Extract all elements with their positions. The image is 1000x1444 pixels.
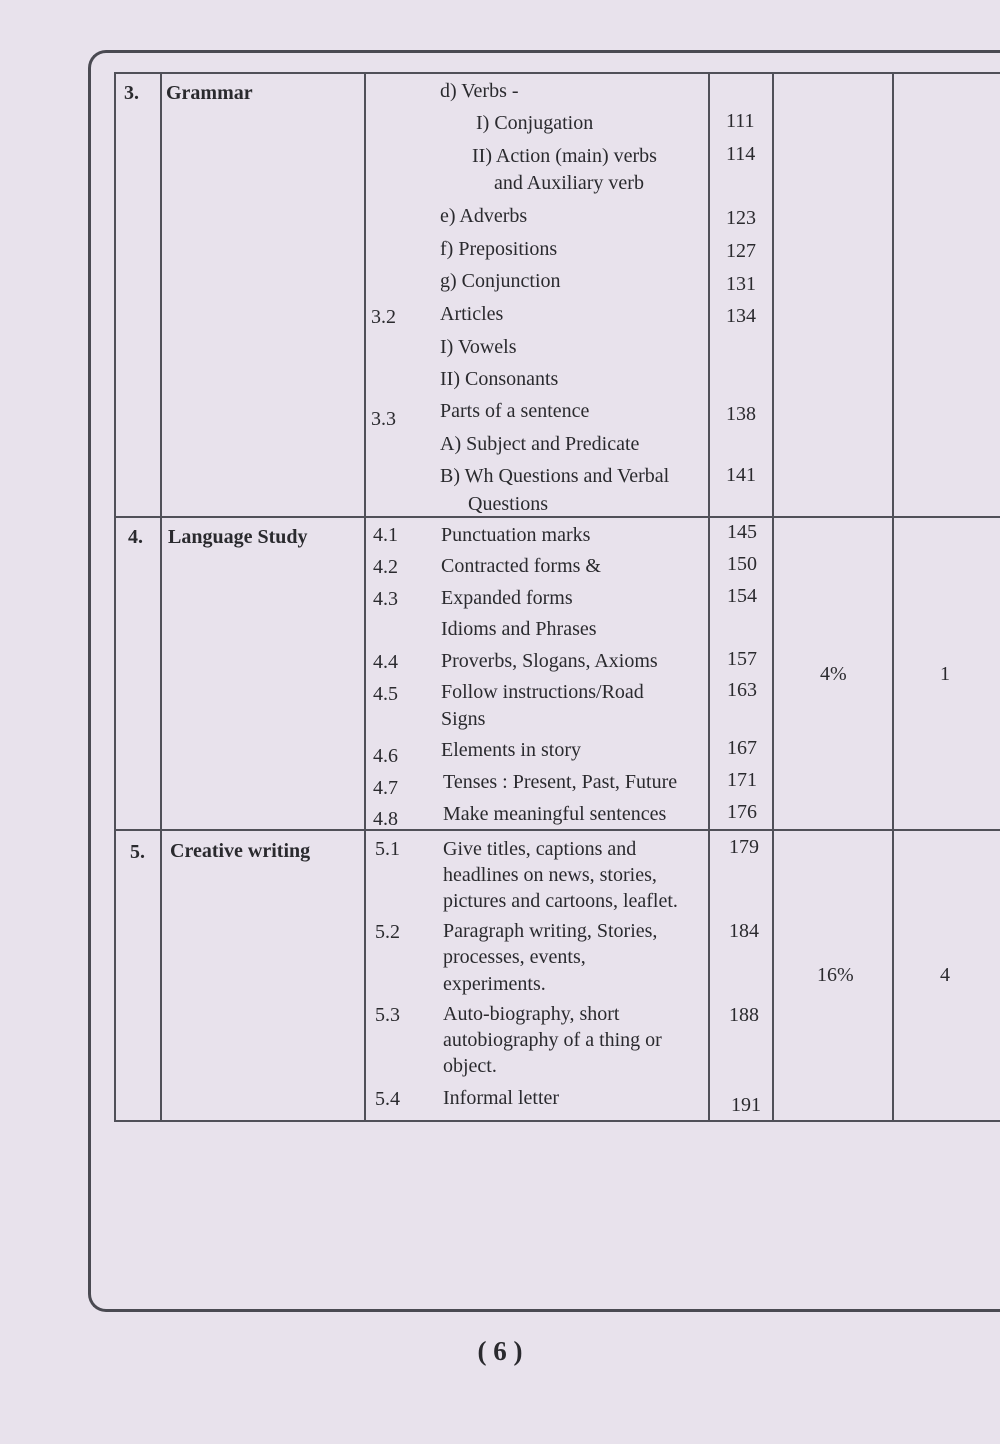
topic-text: d) Verbs - — [440, 80, 519, 102]
page-reference: 138 — [726, 403, 756, 425]
section-code: 4.5 — [373, 683, 398, 705]
weightage-value: 16% — [817, 964, 854, 986]
page-reference: 134 — [726, 305, 756, 327]
topic-text: headlines on news, stories, — [443, 864, 657, 886]
unit-title: Creative writing — [170, 840, 311, 862]
topic-text: Make meaningful sentences — [443, 803, 667, 825]
row-rule — [114, 516, 1000, 518]
page-reference: 127 — [726, 240, 756, 262]
unit-number: 5. — [130, 841, 145, 863]
topic-text: e) Adverbs — [440, 205, 528, 227]
topic-text: B) Wh Questions and Verbal — [440, 465, 670, 487]
section-code: 4.4 — [373, 651, 398, 673]
section-code: 3.3 — [371, 408, 396, 430]
row-rule — [114, 829, 1000, 831]
topic-text: Proverbs, Slogans, Axioms — [441, 650, 658, 672]
topic-text: Questions — [468, 493, 548, 515]
topic-text: Signs — [441, 708, 486, 730]
topic-text: Elements in story — [441, 739, 581, 761]
row-rule — [114, 72, 1000, 74]
topic-text: Articles — [440, 303, 504, 325]
topic-text: Idioms and Phrases — [441, 618, 597, 640]
section-code: 3.2 — [371, 306, 396, 328]
topic-text: I) Vowels — [440, 336, 517, 358]
page-reference: 154 — [727, 585, 757, 607]
section-code: 4.8 — [373, 808, 398, 830]
topic-text: g) Conjunction — [440, 270, 561, 292]
page-reference: 171 — [727, 769, 757, 791]
topic-text: Paragraph writing, Stories, — [443, 920, 658, 942]
section-code: 5.1 — [375, 838, 400, 860]
unit-title: Language Study — [168, 526, 308, 548]
marks-value: 4 — [940, 964, 950, 986]
topic-text: Follow instructions/Road — [441, 681, 644, 703]
topic-text: Contracted forms & — [441, 555, 601, 577]
page-reference: 176 — [727, 801, 757, 823]
unit-title: Grammar — [166, 82, 253, 104]
topic-text: Punctuation marks — [441, 524, 591, 546]
unit-number: 3. — [124, 82, 139, 104]
topic-text: I) Conjugation — [476, 112, 594, 134]
topic-text: Give titles, captions and — [443, 838, 637, 860]
topic-text: Auto-biography, short — [443, 1003, 620, 1025]
topic-text: II) Action (main) verbs — [472, 145, 657, 167]
topic-text: processes, events, — [443, 946, 586, 968]
topic-text: experiments. — [443, 973, 546, 995]
column-rule — [160, 72, 162, 1122]
topic-text: Tenses : Present, Past, Future — [443, 771, 678, 793]
topic-text: f) Prepositions — [440, 238, 558, 260]
page-reference: 188 — [729, 1004, 759, 1026]
section-code: 5.3 — [375, 1004, 400, 1026]
page-reference: 150 — [727, 553, 757, 575]
page-reference: 123 — [726, 207, 756, 229]
section-code: 4.3 — [373, 588, 398, 610]
column-rule — [708, 72, 710, 1122]
column-rule — [772, 72, 774, 1122]
column-rule — [364, 72, 366, 1122]
marks-value: 1 — [940, 663, 950, 685]
page-reference: 141 — [726, 464, 756, 486]
topic-text: II) Consonants — [440, 368, 559, 390]
topic-text: Informal letter — [443, 1087, 560, 1109]
page-reference: 157 — [727, 648, 757, 670]
page-reference: 163 — [727, 679, 757, 701]
page-reference: 167 — [727, 737, 757, 759]
topic-text: autobiography of a thing or — [443, 1029, 662, 1051]
topic-text: and Auxiliary verb — [494, 172, 644, 194]
column-rule — [114, 72, 116, 1122]
topic-text: Parts of a sentence — [440, 400, 590, 422]
page-reference: 184 — [729, 920, 759, 942]
topic-text: A) Subject and Predicate — [440, 433, 640, 455]
page-reference: 111 — [726, 110, 755, 132]
section-code: 5.2 — [375, 921, 400, 943]
page-number: ( 6 ) — [477, 1336, 523, 1366]
weightage-value: 4% — [820, 663, 847, 685]
topic-text: Expanded forms — [441, 587, 573, 609]
page-reference: 145 — [727, 521, 757, 543]
section-code: 4.7 — [373, 777, 398, 799]
page-reference: 114 — [726, 143, 756, 165]
section-code: 5.4 — [375, 1088, 400, 1110]
row-rule — [114, 1120, 1000, 1122]
page-reference: 191 — [731, 1094, 761, 1116]
topic-text: pictures and cartoons, leaflet. — [443, 890, 678, 912]
section-code: 4.2 — [373, 556, 398, 578]
page-reference: 179 — [729, 836, 759, 858]
unit-number: 4. — [128, 526, 143, 548]
page-reference: 131 — [726, 273, 756, 295]
section-code: 4.1 — [373, 524, 398, 546]
topic-text: object. — [443, 1055, 497, 1077]
column-rule — [892, 72, 894, 1122]
section-code: 4.6 — [373, 745, 398, 767]
